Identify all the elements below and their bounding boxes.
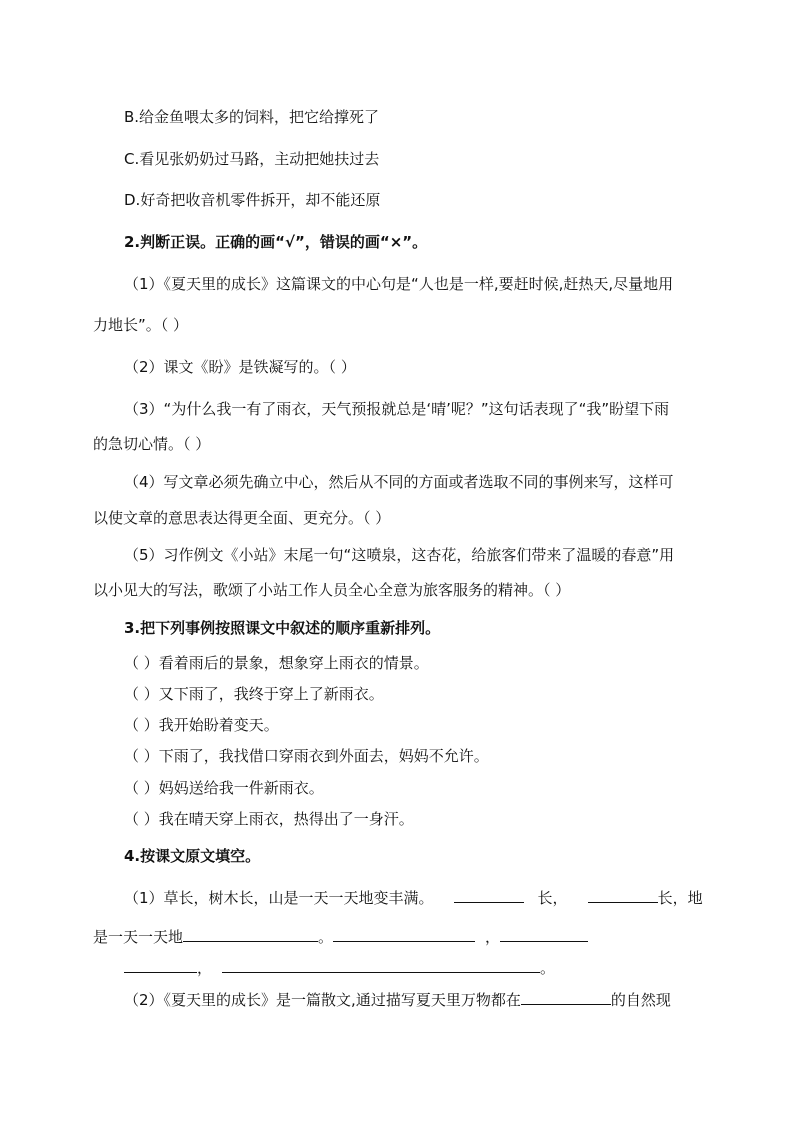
fill-blank[interactable]	[500, 927, 588, 942]
q4-item1-text: ，	[485, 928, 501, 946]
q4-item1-text: 是一天一天地	[93, 928, 184, 946]
fill-blank[interactable]	[222, 958, 540, 973]
q2-item3-line2: 的急切心情。（ ）	[93, 435, 211, 453]
q3-heading: 3.把下列事例按照课文中叙述的顺序重新排列。	[124, 619, 441, 637]
option-d: D.好奇把收音机零件拆开，却不能还原	[124, 191, 381, 209]
q4-heading: 4.按课文原文填空。	[124, 847, 261, 865]
q2-heading: 2.判断正误。正确的画“√”，错误的画“×”。	[124, 233, 428, 251]
q3-item: （ ）妈妈送给我一件新雨衣。	[124, 779, 324, 797]
q3-item: （ ）我在晴天穿上雨衣，热得出了一身汗。	[124, 810, 414, 828]
q4-item1-text: （1）草长，树木长，山是一天一天地变丰满。	[124, 889, 434, 907]
q2-item3-line1: （3）“为什么我一有了雨衣，天气预报就总是‘晴’呢？”这句话表现了“我”盼望下雨	[124, 400, 670, 418]
fill-blank[interactable]	[183, 927, 318, 942]
fill-blank[interactable]	[521, 990, 611, 1005]
q4-item2-text: 的自然现	[610, 991, 671, 1009]
fill-blank[interactable]	[454, 888, 524, 903]
q4-item1-line1	[124, 888, 703, 908]
q2-item5-line2: 以小见大的写法，歌颂了小站工作人员全心全意为旅客服务的精神。（ ）	[93, 581, 571, 599]
option-c: C.看见张奶奶过马路，主动把她扶过去	[124, 150, 380, 168]
fill-blank[interactable]	[333, 927, 475, 942]
q3-item: （ ）下雨了，我找借口穿雨衣到外面去，妈妈不允许。	[124, 747, 489, 765]
q2-item2: （2）课文《盼》是铁凝写的。（ ）	[124, 358, 356, 376]
fill-blank[interactable]	[588, 888, 658, 903]
q2-item4-line1: （4）写文章必须先确立中心，然后从不同的方面或者选取不同的事例来写，这样可	[124, 473, 674, 491]
q4-item2-line1	[124, 990, 671, 1010]
q3-item: （ ）我开始盼着变天。	[124, 716, 279, 734]
q4-item1-text: 长，	[537, 889, 568, 907]
q4-item1-line3	[124, 958, 555, 978]
option-b: B.给金鱼喂太多的饲料，把它给撑死了	[124, 108, 380, 126]
q3-item: （ ）看着雨后的景象，想象穿上雨衣的情景。	[124, 654, 429, 672]
q2-item5-line1: （5）习作例文《小站》末尾一句“这喷泉，这杏花，给旅客们带来了温暖的春意”用	[124, 546, 675, 564]
q4-item1-line2	[93, 927, 588, 947]
q4-item2-text: （2）《夏天里的成长》是一篇散文,通过描写夏天里万物都在	[124, 991, 521, 1009]
q4-item1-text: ，	[197, 959, 213, 977]
q2-item4-line2: 以使文章的意思表达得更全面、更充分。（ ）	[93, 509, 391, 527]
q4-item1-text: 。	[318, 928, 334, 946]
q2-item1-line1: （1）《夏天里的成长》这篇课文的中心句是“人也是一样,要赶时候,赶热天,尽量地用	[124, 275, 674, 293]
fill-blank[interactable]	[124, 958, 197, 973]
q4-item1-text: 。	[540, 959, 556, 977]
q3-item: （ ）又下雨了，我终于穿上了新雨衣。	[124, 685, 384, 703]
q2-item1-line2: 力地长”。（ ）	[93, 316, 189, 334]
q4-item1-text: 长，地	[657, 889, 703, 907]
